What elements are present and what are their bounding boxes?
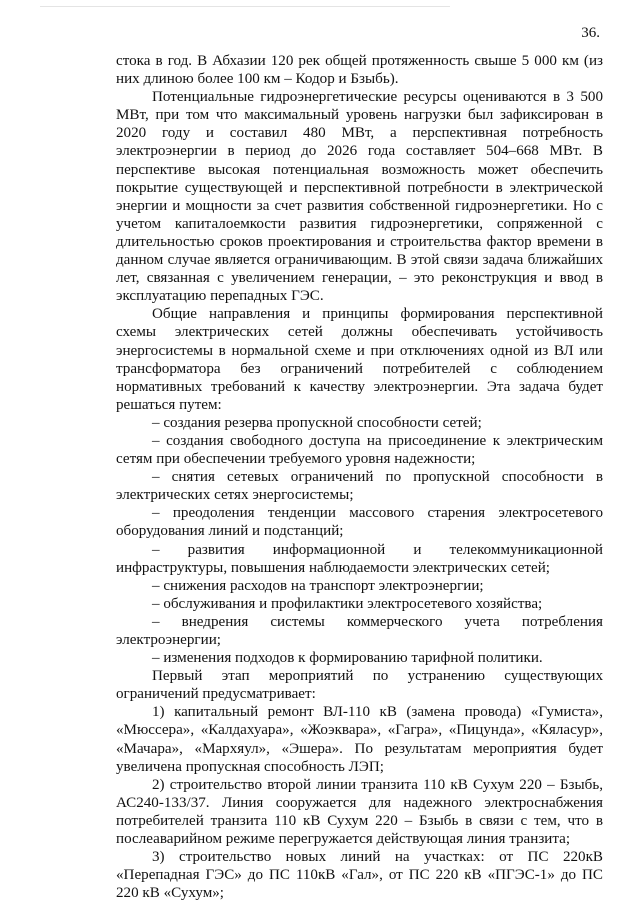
paragraph: Первый этап мероприятий по устранению существующих ограничений предусматривает:	[116, 668, 603, 703]
paragraph: Общие направления и принципы формирования перспективной схемы электрических сетей должны обеспечивать устойчивость энергосистемы в нормальной схеме и при отключениях одной из ВЛ или трансформатора без ограничений потребителей с соблюдением нормативных требований к качеству электроэнергии. Эта задача будет решаться путем:	[116, 306, 603, 413]
paragraph: – преодоления тенденции массового старения электросетевого оборудования линий и подстанций;	[116, 505, 603, 540]
document-body	[116, 52, 603, 902]
paragraph: 1) капитальный ремонт ВЛ-110 кВ (замена провода) «Гумиста», «Мюссера», «Калдахуара», «Жоэквара», «Гагра», «Пицунда», «Кяласур», «Мачара», «Мархяул», «Эшера». По результатам мероприятия будет увеличена пропускная способность ЛЭП;	[116, 704, 603, 775]
paragraph: 3) строительство новых линий на участках: от ПС 220кВ «Перепадная ГЭС» до ПС 110кВ «Гал», от ПС 220 кВ «ПГЭС-1» до ПС 220 кВ «Сухум»;	[116, 849, 603, 902]
paragraph: – создания резерва пропускной способности сетей;	[152, 414, 482, 431]
paragraph: – обслуживания и профилактики электросетевого хозяйства;	[152, 595, 543, 612]
paragraph: – развития информационной и телекоммуникационной инфраструктуры, повышения наблюдаемости электрических сетей;	[116, 541, 603, 576]
paragraph: – изменения подходов к формированию тарифной политики.	[152, 650, 543, 667]
scan-edge-line	[40, 6, 450, 7]
paragraph: – внедрения системы коммерческого учета потребления электроэнергии;	[116, 613, 603, 648]
paragraph: – создания свободного доступа на присоединение к электрическим сетям при обеспечении требуемого уровня надежности;	[116, 432, 603, 468]
paragraph: стока в год. В Абхазии 120 рек общей протяженность свыше 5 000 км (из них длиною более 100 км – Кодор и Бзыбь).	[116, 53, 603, 88]
paragraph: – снятия сетевых ограничений по пропускной способности в электрических сетях энергосистемы;	[116, 469, 603, 504]
paragraph: – снижения расходов на транспорт электроэнергии;	[152, 577, 484, 594]
paragraph: 2) строительство второй линии транзита 110 кВ Сухум 220 – Бзыбь, АС240-133/37. Линия сооружается для надежного электроснабжения потребителей транзита 110 кВ Сухум 220 – Бзыбь в связи с тем, что в послеаварийном режиме перегружается действующая линия транзита;	[116, 776, 603, 848]
page-number: 36.	[581, 25, 600, 41]
paragraph: Потенциальные гидроэнергетические ресурсы оцениваются в 3 500 МВт, при том что максимальный уровень нагрузки был зафиксирован в 2020 году и составил 480 МВт, а перспективная потребность электроэнергии в период до 2026 года составляет 504–668 МВт. В перспективе высокая потенциальная возможность может обеспечить покрытие существующей и перспективной потребности в электрической энергии и мощности за счет развития собственной гидроэнергетики. Но с учетом капиталоемкости развития гидроэнергетики, сопряженной с длительностью сроков проектирования и строительства фактор времени в данном случае является ограничивающим. В этой связи задача ближайших лет, связанная с увеличением генерации, – это реконструкция и ввод в эксплуатацию перепадных ГЭС.	[116, 89, 603, 305]
